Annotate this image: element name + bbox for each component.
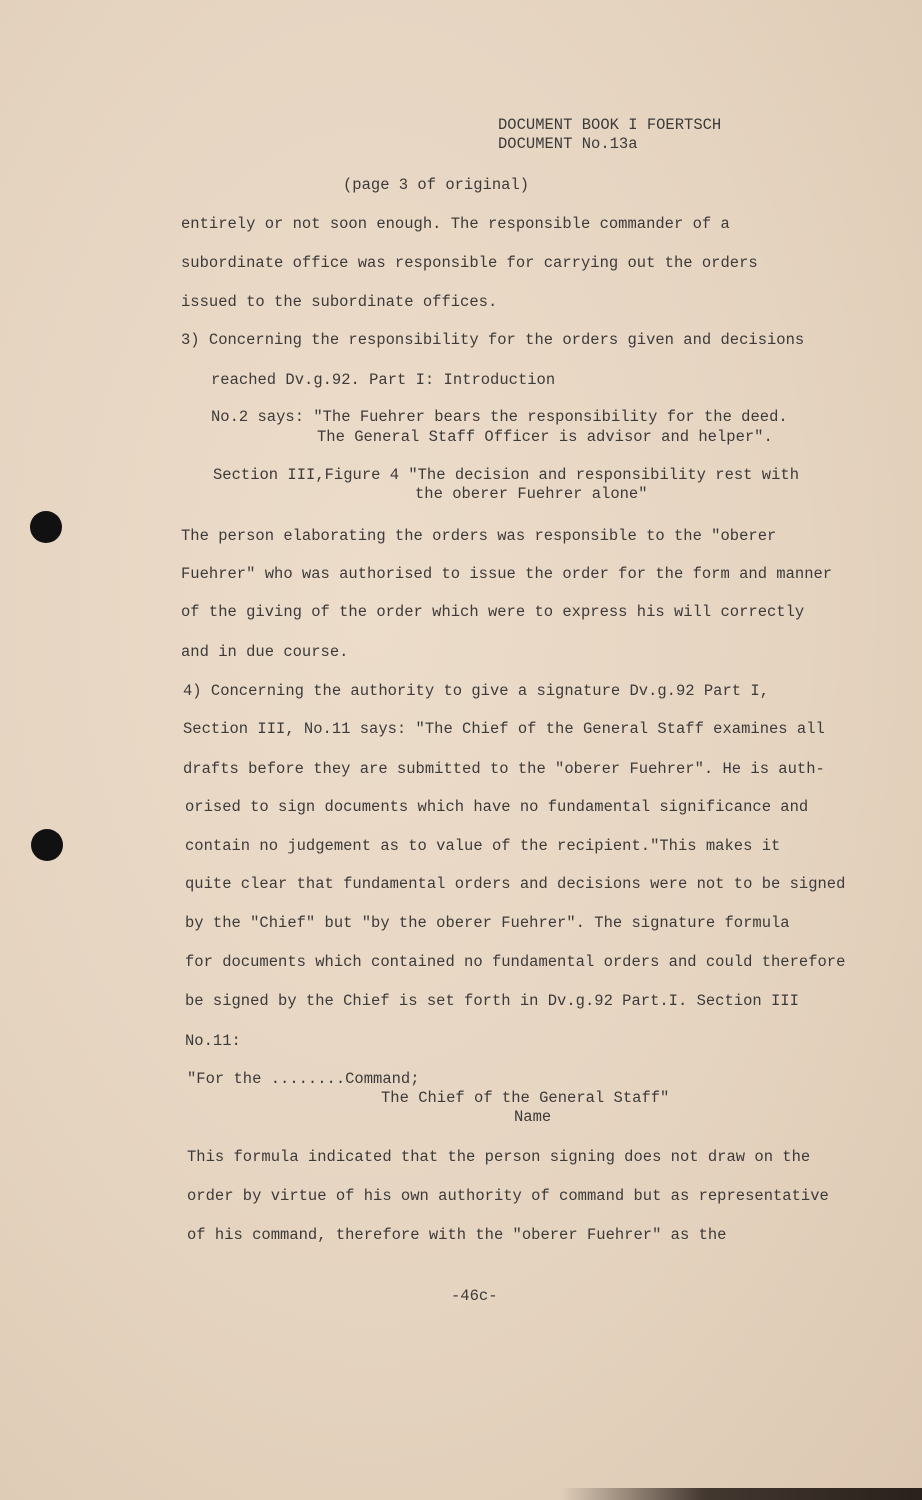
text-line: contain no judgement as to value of the recipient."This makes it bbox=[185, 837, 781, 855]
text-line: 4) Concerning the authority to give a signature Dv.g.92 Part I, bbox=[183, 682, 769, 700]
text-line: order by virtue of his own authority of command but as representative bbox=[187, 1187, 829, 1205]
signature-formula-line: The Chief of the General Staff" bbox=[381, 1089, 670, 1107]
text-line: orised to sign documents which have no fundamental significance and bbox=[185, 798, 809, 816]
text-line: for documents which contained no fundamental orders and could therefore bbox=[185, 953, 846, 971]
text-line: The General Staff Officer is advisor and helper". bbox=[317, 428, 773, 446]
text-line: by the "Chief" but "by the oberer Fuehrer". The signature formula bbox=[185, 914, 790, 932]
text-line: No.2 says: "The Fuehrer bears the responsibility for the deed. bbox=[211, 408, 788, 426]
page-number: -46c- bbox=[451, 1287, 498, 1305]
text-line: 3) Concerning the responsibility for the orders given and decisions bbox=[181, 331, 805, 349]
document-book-header: DOCUMENT BOOK I FOERTSCH bbox=[498, 116, 722, 134]
document-number-header: DOCUMENT No.13a bbox=[498, 135, 638, 153]
text-line: No.11: bbox=[185, 1032, 241, 1050]
signature-formula-line: Name bbox=[514, 1108, 552, 1126]
punch-hole-bottom bbox=[31, 829, 63, 861]
signature-formula-line: "For the ........Command; bbox=[187, 1070, 420, 1088]
text-line: of the giving of the order which were to express his will correctly bbox=[181, 603, 805, 621]
text-line: issued to the subordinate offices. bbox=[181, 293, 498, 311]
text-line: quite clear that fundamental orders and decisions were not to be signed bbox=[185, 875, 846, 893]
text-line: This formula indicated that the person signing does not draw on the bbox=[187, 1148, 811, 1166]
text-line: Section III,Figure 4 "The decision and responsibility rest with bbox=[213, 466, 799, 484]
text-line: subordinate office was responsible for carrying out the orders bbox=[181, 254, 758, 272]
text-line: Fuehrer" who was authorised to issue the order for the form and manner bbox=[181, 565, 833, 583]
text-line: be signed by the Chief is set forth in Dv.g.92 Part.I. Section III bbox=[185, 992, 799, 1010]
punch-hole-top bbox=[30, 511, 62, 543]
text-line: The person elaborating the orders was responsible to the "oberer bbox=[181, 527, 777, 545]
text-line: Section III, No.11 says: "The Chief of the General Staff examines all bbox=[183, 720, 825, 738]
text-line: reached Dv.g.92. Part I: Introduction bbox=[211, 371, 556, 389]
text-line: drafts before they are submitted to the "oberer Fuehrer". He is auth- bbox=[183, 760, 825, 778]
scan-edge-smudge bbox=[560, 1488, 922, 1500]
page-of-original-note: (page 3 of original) bbox=[343, 176, 530, 194]
text-line: of his command, therefore with the "oberer Fuehrer" as the bbox=[187, 1226, 727, 1244]
text-line: the oberer Fuehrer alone" bbox=[415, 485, 648, 503]
text-line: entirely or not soon enough. The responsible commander of a bbox=[181, 215, 730, 233]
text-line: and in due course. bbox=[181, 643, 349, 661]
